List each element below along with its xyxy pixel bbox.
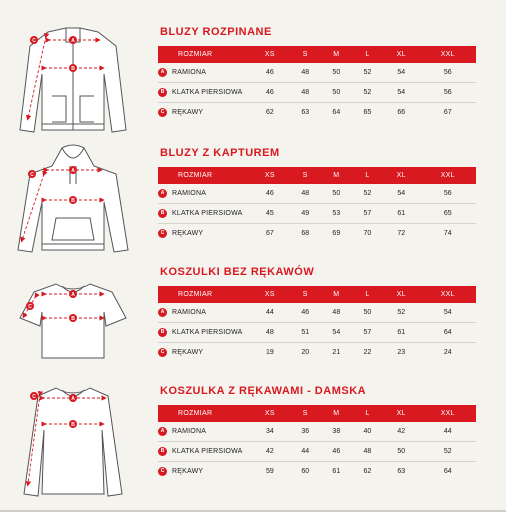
- row-label: RĘKAWY: [172, 468, 204, 475]
- header-size-xl: XL: [383, 46, 420, 63]
- cell-value: 44: [250, 303, 290, 323]
- cell-value: 61: [332, 468, 341, 475]
- cell-value: 36: [290, 422, 321, 442]
- cell-value: 50: [321, 184, 352, 204]
- cell-value: 63: [301, 109, 310, 116]
- cell-value: 65: [363, 109, 372, 116]
- svg-text:C: C: [30, 172, 34, 178]
- cell-value: 67: [265, 230, 274, 237]
- section-title: KOSZULKI BEZ RĘKAWÓW: [160, 266, 315, 278]
- cell-value: 57: [352, 204, 383, 224]
- header-size-m: M: [321, 286, 352, 303]
- cell-value: 54: [383, 83, 420, 103]
- cell-value: 74: [443, 230, 452, 237]
- cell-value: 48: [290, 63, 321, 83]
- row-label: RĘKAWY: [172, 349, 204, 356]
- cell-value: 20: [301, 349, 310, 356]
- header-size-xl: XL: [383, 286, 420, 303]
- table-header-row: [158, 46, 476, 63]
- cell-value: 61: [383, 204, 420, 224]
- cell-value: 52: [352, 83, 383, 103]
- header-size-label: ROZMIAR: [158, 405, 250, 422]
- cell-value: 62: [363, 468, 372, 475]
- cell-value: 56: [420, 63, 476, 83]
- cell-value: 61: [383, 323, 420, 343]
- cell-value: 65: [420, 204, 476, 224]
- cell-value: 38: [321, 422, 352, 442]
- cell-value: 48: [290, 83, 321, 103]
- header-size-s: S: [290, 286, 321, 303]
- table-row: [158, 343, 476, 363]
- table-row: [158, 442, 476, 462]
- header-size-xs: XS: [250, 46, 290, 63]
- svg-text:A: A: [71, 396, 75, 402]
- header-size-xs: XS: [250, 286, 290, 303]
- cell-value: 24: [443, 349, 452, 356]
- header-size-l: L: [352, 46, 383, 63]
- row-label: RĘKAWY: [172, 109, 204, 116]
- cell-value: 44: [420, 422, 476, 442]
- marker-b: B: [158, 209, 167, 218]
- cell-value: 54: [321, 323, 352, 343]
- header-size-xl: XL: [383, 405, 420, 422]
- marker-c: C: [158, 108, 167, 117]
- header-size-m: M: [321, 405, 352, 422]
- size-table: [158, 167, 476, 243]
- cell-value: 42: [383, 422, 420, 442]
- section-title: BLUZY Z KAPTUREM: [160, 147, 280, 159]
- cell-value: 70: [363, 230, 372, 237]
- table-header-row: [158, 405, 476, 422]
- svg-text:C: C: [28, 304, 32, 310]
- cell-value: 40: [352, 422, 383, 442]
- header-size-xxl: XXL: [420, 286, 476, 303]
- marker-a: A: [158, 68, 167, 77]
- cell-value: 22: [363, 349, 372, 356]
- header-size-l: L: [352, 405, 383, 422]
- row-label: KLATKA PIERSIOWA: [172, 83, 250, 103]
- cell-value: 52: [352, 184, 383, 204]
- cell-value: 52: [420, 442, 476, 462]
- cell-value: 68: [301, 230, 310, 237]
- header-size-s: S: [290, 405, 321, 422]
- zip-hoodie-icon: [8, 18, 138, 138]
- cell-value: 52: [383, 303, 420, 323]
- cell-value: 46: [250, 184, 290, 204]
- header-size-m: M: [321, 167, 352, 184]
- table-row: [158, 63, 476, 83]
- table-header-row: [158, 167, 476, 184]
- cell-value: 46: [290, 303, 321, 323]
- marker-c: C: [158, 348, 167, 357]
- header-size-m: M: [321, 46, 352, 63]
- svg-text:C: C: [32, 38, 36, 44]
- header-size-s: S: [290, 167, 321, 184]
- cell-value: 60: [301, 468, 310, 475]
- size-table: [158, 46, 476, 122]
- size-table: [158, 286, 476, 362]
- cell-value: 50: [352, 303, 383, 323]
- cell-value: 67: [443, 109, 452, 116]
- cell-value: 23: [397, 349, 406, 356]
- header-size-xxl: XXL: [420, 167, 476, 184]
- table-row: [158, 103, 476, 123]
- section-title: BLUZY ROZPINANE: [160, 26, 272, 38]
- cell-value: 64: [420, 323, 476, 343]
- cell-value: 46: [321, 442, 352, 462]
- cell-value: 52: [352, 63, 383, 83]
- cell-value: 62: [265, 109, 274, 116]
- header-size-l: L: [352, 167, 383, 184]
- marker-b: B: [158, 328, 167, 337]
- table-row: [158, 462, 476, 482]
- svg-text:A: A: [71, 38, 75, 44]
- header-size-xl: XL: [383, 167, 420, 184]
- cell-value: 49: [290, 204, 321, 224]
- hooded-sweatshirt-icon: [8, 140, 138, 260]
- cell-value: 50: [321, 83, 352, 103]
- row-label: KLATKA PIERSIOWA: [172, 204, 250, 224]
- cell-value: 51: [290, 323, 321, 343]
- cell-value: 72: [397, 230, 406, 237]
- cell-value: 50: [383, 442, 420, 462]
- header-size-label: ROZMIAR: [158, 167, 250, 184]
- marker-c: C: [158, 467, 167, 476]
- marker-b: B: [158, 88, 167, 97]
- svg-text:A: A: [71, 168, 75, 174]
- row-label: RĘKAWY: [172, 230, 204, 237]
- tshirt-icon: [8, 272, 138, 372]
- cell-value: 54: [383, 184, 420, 204]
- womens-longsleeve-icon: [8, 380, 138, 504]
- cell-value: 63: [397, 468, 406, 475]
- cell-value: 46: [250, 63, 290, 83]
- header-size-s: S: [290, 46, 321, 63]
- marker-a: A: [158, 308, 167, 317]
- table-row: [158, 323, 476, 343]
- section-title: KOSZULKA Z RĘKAWAMI - DAMSKA: [160, 385, 367, 397]
- row-label: RAMIONA: [172, 184, 250, 204]
- table-header-row: [158, 286, 476, 303]
- size-table: [158, 405, 476, 481]
- marker-b: B: [158, 447, 167, 456]
- header-size-xxl: XXL: [420, 405, 476, 422]
- cell-value: 59: [265, 468, 274, 475]
- svg-text:B: B: [71, 316, 75, 322]
- cell-value: 64: [332, 109, 341, 116]
- marker-a: A: [158, 189, 167, 198]
- cell-value: 64: [443, 468, 452, 475]
- cell-value: 50: [321, 63, 352, 83]
- header-size-xs: XS: [250, 167, 290, 184]
- cell-value: 21: [332, 349, 341, 356]
- marker-c: C: [158, 229, 167, 238]
- cell-value: 46: [250, 83, 290, 103]
- header-size-label: ROZMIAR: [158, 286, 250, 303]
- cell-value: 69: [332, 230, 341, 237]
- row-label: KLATKA PIERSIOWA: [172, 442, 250, 462]
- table-row: [158, 422, 476, 442]
- row-label: RAMIONA: [172, 63, 250, 83]
- cell-value: 44: [290, 442, 321, 462]
- cell-value: 19: [265, 349, 274, 356]
- table-row: [158, 83, 476, 103]
- cell-value: 56: [420, 184, 476, 204]
- cell-value: 48: [321, 303, 352, 323]
- header-size-xxl: XXL: [420, 46, 476, 63]
- row-label: RAMIONA: [172, 303, 250, 323]
- table-row: [158, 303, 476, 323]
- cell-value: 54: [383, 63, 420, 83]
- cell-value: 53: [321, 204, 352, 224]
- marker-a: A: [158, 427, 167, 436]
- cell-value: 56: [420, 83, 476, 103]
- row-label: RAMIONA: [172, 422, 250, 442]
- cell-value: 66: [397, 109, 406, 116]
- cell-value: 48: [352, 442, 383, 462]
- table-row: [158, 224, 476, 244]
- cell-value: 54: [420, 303, 476, 323]
- header-size-xs: XS: [250, 405, 290, 422]
- header-size-label: ROZMIAR: [158, 46, 250, 63]
- svg-text:A: A: [71, 292, 75, 298]
- cell-value: 34: [250, 422, 290, 442]
- row-label: KLATKA PIERSIOWA: [172, 323, 250, 343]
- cell-value: 48: [250, 323, 290, 343]
- svg-text:B: B: [71, 422, 75, 428]
- cell-value: 42: [250, 442, 290, 462]
- header-size-l: L: [352, 286, 383, 303]
- table-row: [158, 184, 476, 204]
- svg-text:B: B: [71, 198, 75, 204]
- cell-value: 45: [250, 204, 290, 224]
- svg-text:C: C: [32, 394, 36, 400]
- cell-value: 48: [290, 184, 321, 204]
- svg-text:B: B: [71, 66, 75, 72]
- cell-value: 57: [352, 323, 383, 343]
- table-row: [158, 204, 476, 224]
